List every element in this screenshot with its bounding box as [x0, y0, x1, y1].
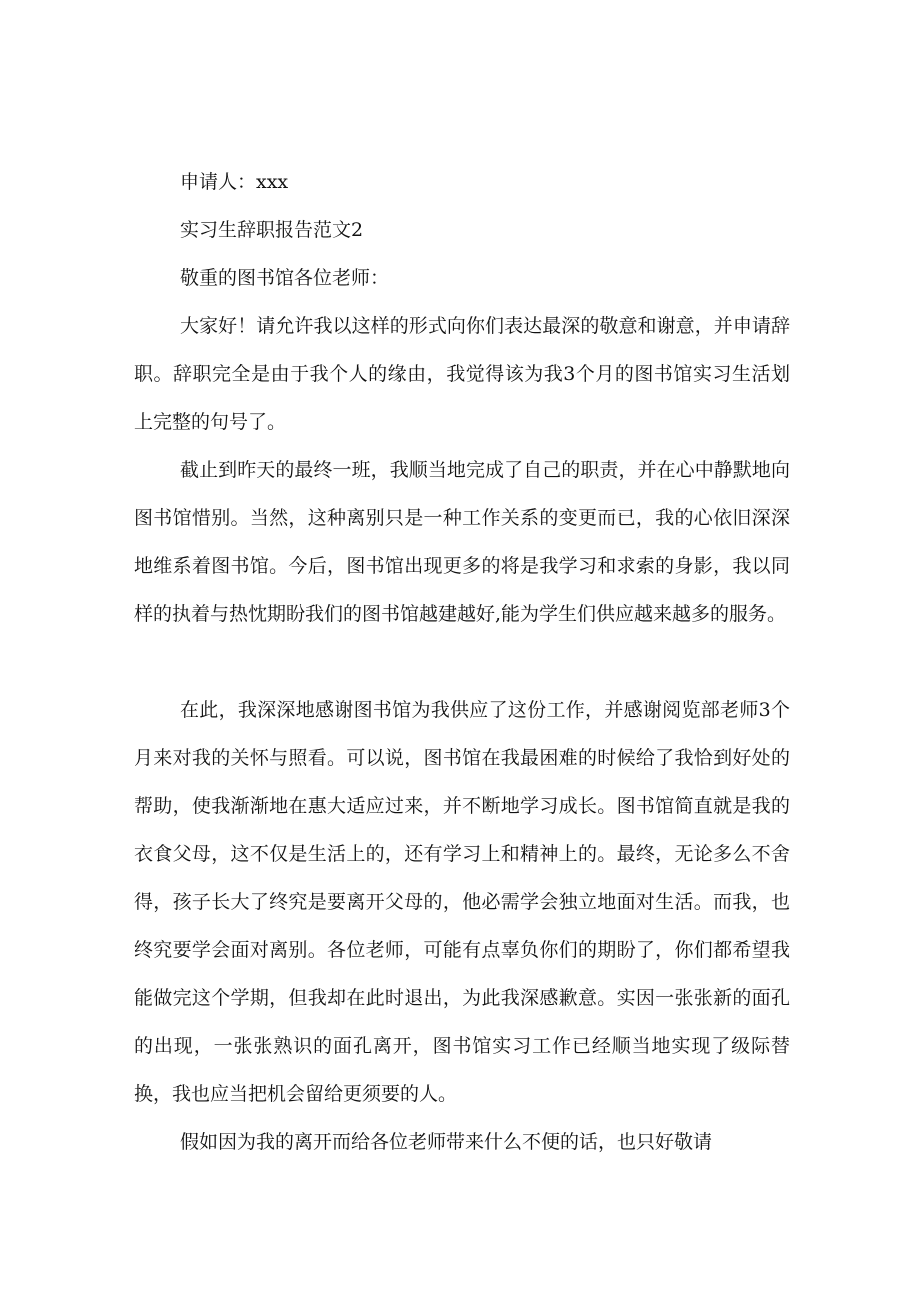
paragraph-farewell: 截止到昨天的最终一班，我顺当地完成了自己的职责，并在心中静默地向图书馆惜别。当然，这种离别只是一种工作关系的变更而已，我的心依旧深深地维系着图书馆。今后，图书馆出现更多的将是我学习和求索的身影，我以同样的执着与热忱期盼我们的图书馆越建越好,能为学生们供应越来越多的服务。: [134, 459, 790, 625]
paragraph-greeting: 大家好！请允许我以这样的形式向你们表达最深的敬意和谢意，并申请辞职。辞职完全是由于我个人的缘由，我觉得该为我3个月的图书馆实习生活划上完整的句号了。: [134, 315, 790, 433]
paragraph-thanks: 在此，我深深地感谢图书馆为我供应了这份工作，并感谢阅览部老师3个月来对我的关怀与照看。可以说，图书馆在我最困难的时候给了我恰到好处的帮助，使我渐渐地在惠大适应过来，并不断地学习成长。图书馆简直就是我的衣食父母，这不仅是生活上的，还有学习上和精神上的。最终，无论多么不舍得，孩子长大了终究是要离开父母的，他必需学会独立地面对生活。而我，也终究要学会面对离别。各位老师，可能有点辜负你们的期盼了，你们都希望我能做完这个学期，但我却在此时退出，为此我深感歉意。实因一张张新的面孔的出现，一张张熟识的面孔离开，图书馆实习工作已经顺当地实现了级际替换，我也应当把机会留给更须要的人。: [134, 699, 790, 1105]
paragraph-apology: 假如因为我的离开而给各位老师带来什么不便的话，也只好敬请: [180, 1131, 713, 1153]
salutation: 敬重的图书馆各位老师：: [180, 267, 390, 289]
section-title: 实习生辞职报告范文2: [180, 219, 364, 241]
applicant-line: 申请人：xxx: [180, 171, 289, 193]
